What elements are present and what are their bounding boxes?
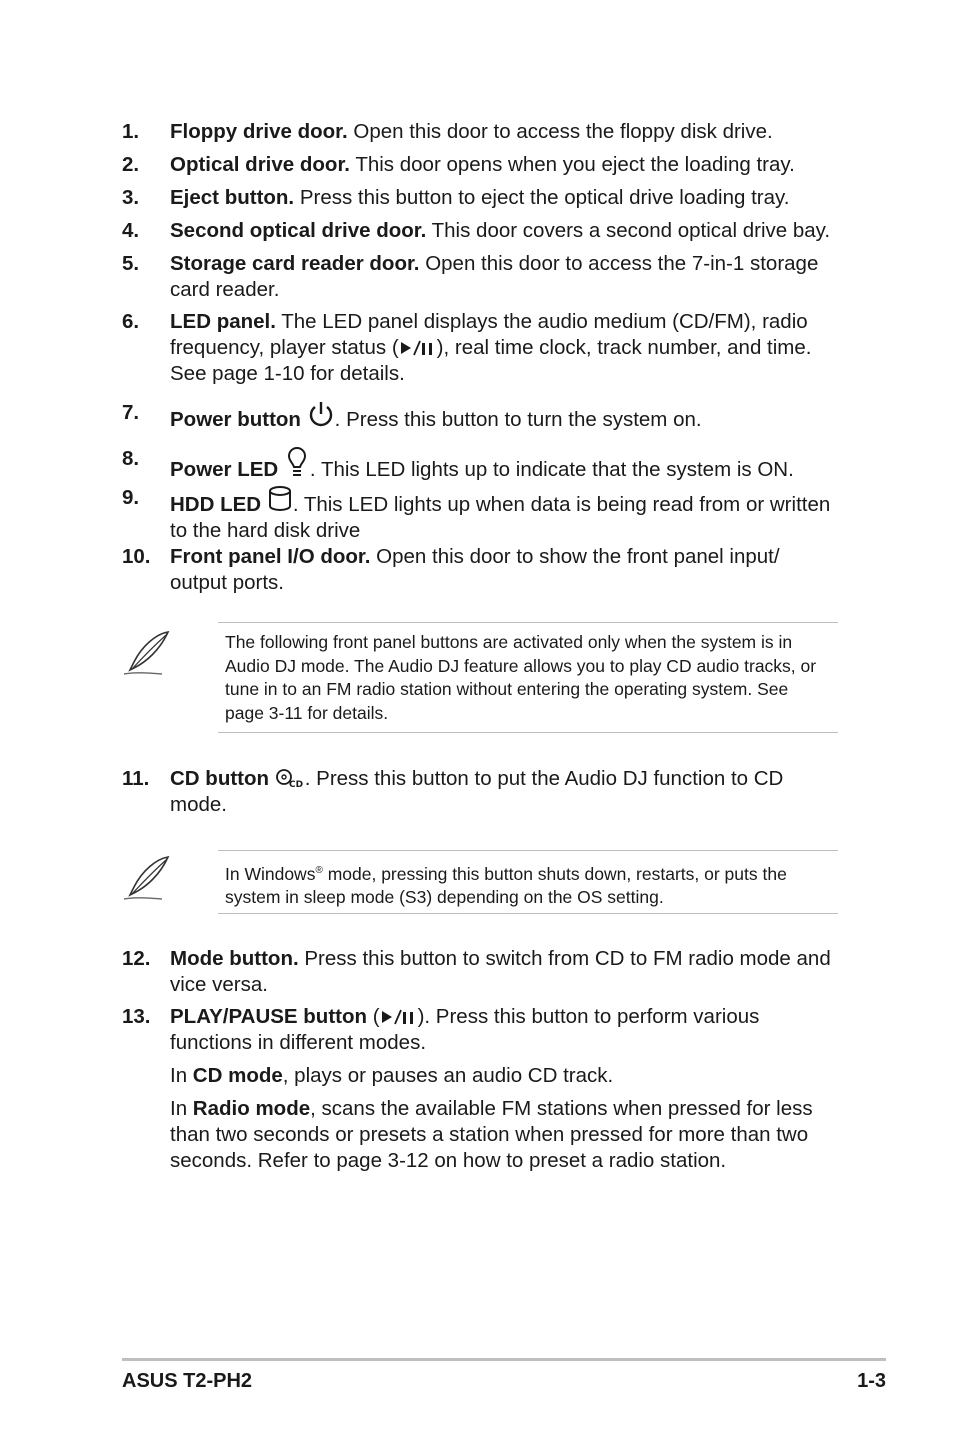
power-led-icon (284, 446, 310, 478)
item-term: Mode button. (170, 947, 299, 970)
paragraph-text: , plays or pauses an audio CD track. (282, 1064, 614, 1087)
play-pause-icon (380, 1008, 418, 1026)
note-feather-icon (122, 628, 174, 676)
svg-text:CD: CD (288, 780, 303, 788)
item-text: ( (367, 1005, 380, 1028)
item-text: This door opens when you eject the loading tray. (350, 153, 795, 176)
item-text: . This LED lights up to indicate that the system is ON. (309, 458, 794, 481)
item-number: 5. (122, 252, 140, 275)
item-text: This door covers a second optical drive bay. (426, 219, 831, 242)
item-number: 4. (122, 219, 140, 242)
item-text: Press this button to switch from CD to FM radio mode and vice versa. (170, 947, 831, 996)
item-text: . This LED lights up when data is being read from or written to the hard disk drive (170, 493, 831, 542)
paragraph-text: , scans the available FM stations when pressed for less than two seconds or presets a station when pressed for more than two seconds. Refer to page 3-12 on how to preset a radio station. (170, 1097, 813, 1172)
radio-mode-paragraph (170, 1096, 842, 1174)
item-text: . Press this button to put the Audio DJ function to CD mode. (170, 767, 784, 816)
note-text (225, 859, 825, 910)
item-term: Floppy drive door. (170, 120, 348, 143)
item-term: Power button (170, 408, 301, 431)
mode-term: Radio mode (192, 1097, 311, 1120)
hdd-led-icon (267, 485, 293, 513)
power-icon (307, 400, 335, 428)
item-term: Storage card reader door. (170, 252, 420, 275)
registered-mark: ® (315, 865, 323, 876)
item-number: 12. (122, 947, 151, 970)
item-number: 10. (122, 545, 151, 568)
footer-product-name: ASUS T2-PH2 (122, 1370, 253, 1392)
item-term: HDD LED (170, 493, 262, 516)
mode-term: CD mode (192, 1064, 283, 1087)
paragraph-text: In (170, 1097, 193, 1120)
paragraph-text: In (170, 1064, 193, 1087)
footer-divider (122, 1358, 886, 1361)
note-feather-icon (122, 853, 174, 901)
item-term: Front panel I/O door. (170, 545, 371, 568)
footer-page-number: 1-3 (857, 1370, 886, 1392)
item-number: 9. (122, 486, 140, 509)
item-text: Open this door to show the front panel input/ output ports. (170, 545, 780, 594)
item-term: LED panel. (170, 310, 276, 333)
item-number: 8. (122, 447, 140, 470)
cd-mode-paragraph (170, 1063, 842, 1089)
item-number: 6. (122, 310, 140, 333)
note-text-part: In Windows (225, 863, 316, 884)
item-text: Press this button to eject the optical drive loading tray. (294, 186, 790, 209)
item-text-continued: ), real time clock, track number, and time. See page 1-10 for details. (170, 336, 812, 385)
item-term: Optical drive door. (170, 153, 350, 176)
item-number: 2. (122, 153, 140, 176)
item-text: . Press this button to turn the system on. (334, 408, 702, 431)
item-text: Open this door to access the floppy disk drive. (347, 120, 773, 143)
item-term: Second optical drive door. (170, 219, 427, 242)
item-number: 3. (122, 186, 140, 209)
item-term: PLAY/PAUSE button (170, 1005, 368, 1028)
item-text: The LED panel displays the audio medium (CD/FM), radio frequency, player status ( (170, 310, 808, 359)
note-box (218, 850, 838, 914)
item-term: CD button (170, 767, 270, 790)
item-number: 7. (122, 401, 140, 424)
item-number: 11. (122, 767, 150, 790)
item-term: Power LED (170, 458, 279, 481)
item-number: 1. (122, 120, 140, 143)
note-box (218, 622, 838, 733)
note-text-part: mode, pressing this button shuts down, restarts, or puts the system in sleep mode (S3) depending on the OS setting. (225, 863, 787, 908)
cd-icon (275, 768, 305, 788)
item-term: Eject button. (170, 186, 295, 209)
play-pause-icon (399, 339, 437, 357)
item-text-continued: ). Press this button to perform various functions in different modes. (170, 1005, 760, 1054)
item-text: Open this door to access the 7-in-1 storage card reader. (170, 252, 819, 301)
note-text: The following front panel buttons are activated only when the system is in Audio DJ mode. The Audio DJ feature allows you to play CD audio tracks, or tune in to an FM radio station without entering the operating system. See page 3-11 for details. (225, 632, 817, 723)
item-number: 13. (122, 1005, 151, 1028)
